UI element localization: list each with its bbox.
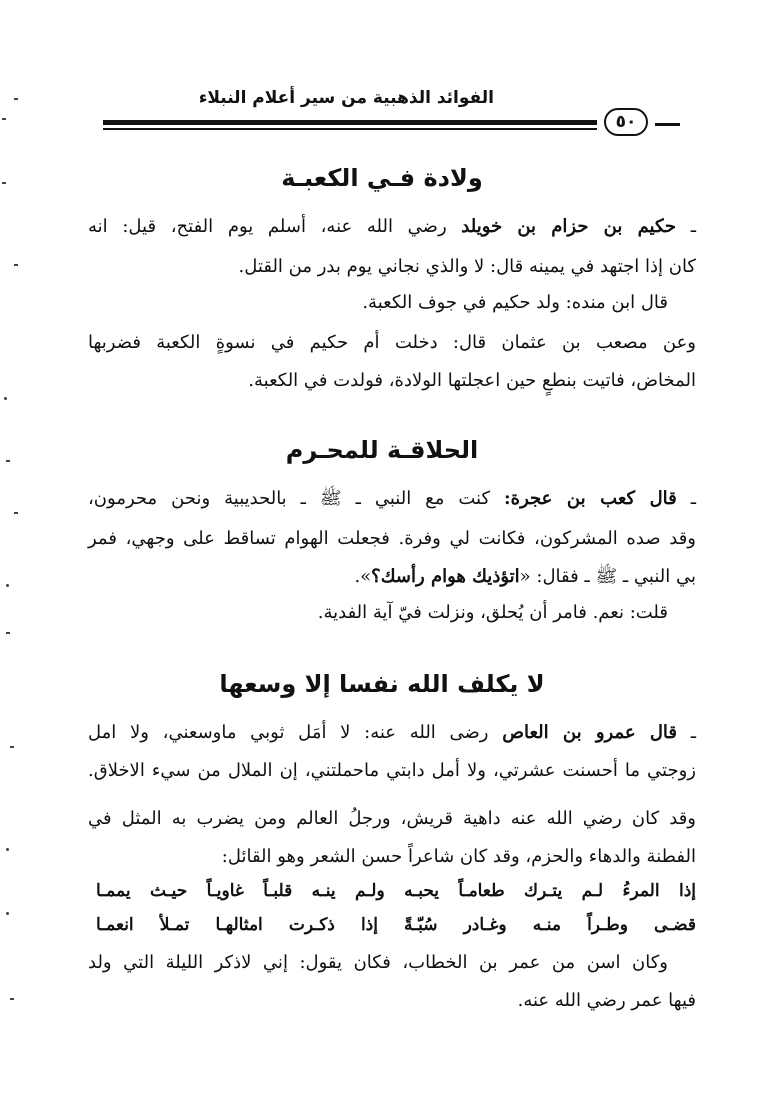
section-heading: الحلاقـة للمحـرم <box>285 436 479 464</box>
margin-mark <box>10 998 14 1000</box>
text-line: فيها عمر رضي الله عنه. <box>517 990 696 1011</box>
margin-mark <box>14 264 18 266</box>
text-line: ـ حكيم بن حزام بن خويلد رضي الله عنه، أسلم يوم الفتح، قيل: انه <box>88 216 696 237</box>
verse-hemistich-left: ولـم ينـه قلبـاً غاويـاً حيـث يممـا <box>96 881 385 901</box>
text-line: المخاض، فاتيت بنطعٍ حين اعجلتها الولادة، فولدت في الكعبة. <box>248 370 696 391</box>
margin-mark <box>4 397 7 400</box>
text-line: ـ قال كعب بن عجرة: كنت مع النبي ـ ﷺ ـ بالحديبية ونحن محرمون، <box>88 488 696 509</box>
verse-hemistich-right: قضـى وطـراً منـه وغـادر سُبّـةً <box>404 915 696 935</box>
text-line: قال ابن منده: ولد حكيم في جوف الكعبة. <box>362 292 668 313</box>
text-line: بي النبي ـ ﷺ ـ فقال: «اتؤذيك هوام رأسك؟». <box>354 566 696 587</box>
margin-mark <box>6 912 9 915</box>
text-line: كان إذا اجتهد في يمينه قال: لا والذي نجاني يوم بدر من القتل. <box>238 256 696 277</box>
text-line: وعن مصعب بن عثمان قال: دخلت أم حكيم في نسوةٍ الكعبة فضربها <box>88 332 696 353</box>
margin-mark <box>2 182 6 184</box>
text-line: زوجتي ما أحسنت عشرتي، ولا أمل دابتي ماحملتني، إن الملال من سيء الاخلاق. <box>88 760 696 781</box>
section-heading: لا يكلف الله نفسا إلا وسعها <box>219 670 545 698</box>
text-line: ـ قال عمرو بن العاص رضى الله عنه: لا أمَل ثوبي ماوسعني، ولا امل <box>88 722 696 743</box>
running-title: الفوائد الذهبية من سير أعلام النبلاء <box>198 88 494 108</box>
section-heading: ولادة فـي الكعبـة <box>281 164 483 192</box>
margin-mark <box>6 848 9 851</box>
verse-hemistich-left: إذا ذكـرت امثالهـا تمـلأ انعمـا <box>96 915 378 935</box>
text-line: قلت: نعم. فامر أن يُحلق، ونزلت فيّ آية الفدية. <box>317 602 668 623</box>
verse-line <box>96 912 696 938</box>
text-line: الفطنة والدهاء والحزم، وقد كان شاعراً حسن الشعر وهو القائل: <box>221 846 696 867</box>
page-number: ٥٠ <box>604 108 648 136</box>
header-rule-short <box>655 123 680 126</box>
margin-mark <box>2 118 6 120</box>
margin-mark <box>6 460 10 462</box>
margin-mark <box>14 98 18 100</box>
verse-line <box>96 878 696 904</box>
text-line: وقد كان رضي الله عنه داهية قريش، ورجلُ العالم ومن يضرب به المثل في <box>88 808 696 829</box>
text-line: وقد صده المشركون، فكانت لي وفرة. فجعلت الهوام تساقط على وجهي، فمر <box>88 528 696 549</box>
margin-mark <box>6 632 10 634</box>
verse-hemistich-right: إذا المرءُ لـم يتـرك طعامـاً يحبـه <box>404 881 697 901</box>
header-rule-thick <box>103 120 597 125</box>
margin-mark <box>10 746 14 748</box>
margin-mark <box>14 512 18 514</box>
text-line: وكان اسن من عمر بن الخطاب، فكان يقول: إني لاذكر الليلة التي ولد <box>88 952 668 973</box>
margin-mark <box>6 584 9 587</box>
header-rule-thin <box>103 128 597 130</box>
